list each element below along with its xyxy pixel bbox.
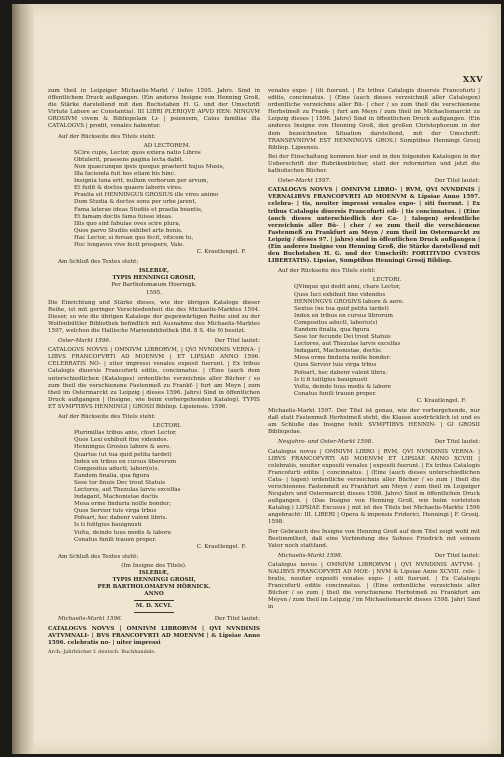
poem-line: Indagant, Machonistae, doctis: (294, 348, 382, 355)
poem-line: LECTORI. (152, 423, 182, 430)
poem-ad-lectorem (74, 143, 260, 257)
poem-line: Lectores, aut Thezulas larvis excelfas (74, 486, 181, 493)
poem-line: SCire cupis, Lector, quos extera natio Libros (74, 149, 201, 156)
left-heading-verso-2: Auf der Rückseite des Titels steht: (58, 414, 156, 421)
poem-line: Non quaecunque ipsis quoque praeterit hujus Musis, (74, 163, 225, 170)
heading-michaelis-markt-1596: Michaelis-Markt 1596. Der Titel lautet: (58, 616, 260, 623)
poem-line: QVinque qui dedit anni, chare Lector, (294, 284, 401, 291)
poem-line: Compositus aductl, labori(o)s. (74, 465, 160, 472)
catalog-title-1598-spring: Catalogus novus | OMNIVM LIBRO | RVM, QVI NVNDINIS VERNA- | LIBVS FRANCOFVRTI AD MOENVM ET LIPSIAE ANNO XCVIII | celebratis, nouiter expositi venales | expositi fuerunt. | Ex tribus Catalogis Francofurti editis | concinnatus. | (Eine (auch dieses unterschiedlichen Cata- | logen) ordentliche verzeichnis aller Bücher / so zum | theil die verschienene Fastenmeß zu Frankfurt am Meyn / zum theil im Leipziger Neujahrs und Ostermarckt dieses 1598. Jahrs) Sind in öffentlichen Druck außgangen. | (Das Insigne von Henning Groß, wie beim vorletzten Katalog.) LIPSIAE Excusus | mit ist des Titels bei Michaelis-Markte 1596 angebracht: III. LIBERI | Opera & impensis Friderici, Henningi | F. Grosij. 1598. (268, 448, 480, 526)
left-paragraph-2: Die Einrichtung und Stärke dieses, wie der übrigen Kataloge dieser Reihe, ist mit geringer Verschiedenheit die des Michaelis-Marktes 1594. Dieser, so wie die übrigen Kataloge der gegenwärtigen Reihe sind zu der Wolfenbüttler Bibliothek befindlich mit Ausnahme des Michaelis-Marktes 1597, welchen die Hallische Marienbibliothek (Bd. 8 S. 4te 9) besitzt. (48, 299, 260, 334)
poem-line: Is ti fi tolitgius bauignusti (294, 376, 368, 383)
imprint-note: (Im Insigne des Titels). (121, 562, 187, 569)
poem-line: Quos Servior tuis virga trbus (294, 362, 377, 369)
imprint-line: M. D. XCVI. (135, 603, 173, 610)
poem-line: Et famam doctis fama fuisse ideas. (74, 213, 173, 220)
poem-line: HENNINGVS GROSIVS labore & aere. (294, 298, 404, 305)
page-footer: Arch.-Jahrbücher f. deutsch. Buchhandels. (48, 648, 156, 655)
poem-line: Fama laterae ideas Studiis et praelia beantis, (74, 206, 203, 213)
right-column (268, 88, 480, 614)
right-heading-verso: Auf der Rückseite des Titels steht: (278, 268, 376, 275)
poem-line: Compositus aductl, laborio(s) (294, 319, 378, 326)
catalog-title-1596-spring: CATALOGVS NOVVS | OMNIVM LIBRORVM, | QVI NVNDINIS VERNA- | LIBVS FRANCOFVRTI AD MOENVM | ET LIPSIAE ANNO 1596. CELEBRATIS NO- | uiter impressi venales exposit fuerunt. | Ex tribus Catalogis diuersis Francofurti editis, concinnatus. | (Eine (auch dem unterschiedlichen (Kataloges) ordentliche verzeichnis aller Bücher / so zum theil die verschienene Fastenmeß zu Frankf- | furt am Meyn | zum theil im Ostermarckt zu Leipzig | dieses 1596. Jahrs) Sind in öffentlichen Druck außgangen | (Insigne, wie beim vorhergehenden Katalog). TYPIS ET SVMPTIBVS HENNINGI | GROSII Bibliop. Lipsiensis. 1596. (48, 347, 260, 410)
poem-line: Henningus Grosius labore & aere. (74, 444, 172, 451)
divider (134, 600, 174, 601)
imprint-line: TYPIS HENNINGI GROSII, (112, 275, 196, 282)
heading-oster-markt-1597: Oster-Markt 1597. Der Titel lautet: (278, 178, 480, 185)
poem-line: Hac Lector, si forsan quo fecit, viticem tu, (74, 234, 194, 241)
poem-line: Quos Servior tuis virga trbus (74, 508, 157, 515)
divider (134, 612, 174, 613)
imprint-line: 1595. (145, 289, 162, 296)
right-paragraph-1: venales expo- | (iti fuerunt. | Ex tribus Catalogis diuersis Francofurti | editis, concinnatus. | (Eine (auch dieses verzeichniß aller Catalogen) ordentliche verzeichnis aller Bü- | cher / so zum theil die verschienene Herbstmeß zu Frank- | furt am Meyn / zum theil im Michaelismarckt zu Leipzig dieses | 1596. Jahrs) Sind in öffentlichen Druck außgangen. (Ein anderes Insigne von Henning Groß, den großen Christophorum in der dem bezeichneten Situation darstellend, mit der Umschrift: TRANSEVNDVM EST HENNINGVS GROS.) Sumptibus Henningi Grosij Bibliop. Lipsensis. (268, 88, 480, 151)
poem-line: Pofeart, hec dabenr valent libris. (74, 515, 168, 522)
poem-line: Sextus (ne tua quid petita tardet) (294, 305, 389, 312)
poem-line: Illis quo sint fabulae oves scire plura, (74, 220, 181, 227)
poem-line: Vultu, deindo tuus modis & labore (74, 529, 172, 536)
poem-line: Eandem finalia, qua figura (74, 472, 150, 479)
imprint-line: ANNO (144, 591, 164, 598)
left-heading-colophon-2: Am Schluß des Textes steht: (58, 553, 139, 560)
poem-signature: C. Krautlengel. F. (196, 249, 246, 256)
poem-line: Quos Iuci exhibuit fine videndos (294, 291, 386, 298)
poem-line: Conatus funili trauen proper. (74, 536, 157, 543)
poem-line: Pofeart, hec dabenr valent libris. (294, 369, 388, 376)
left-column (48, 88, 260, 658)
poem-line: Et fudit & doctos quaere laboris vires. (74, 185, 183, 192)
book-page (12, 4, 501, 754)
heading-neujahrs-oster-1598: Neujahrs- und Oster-Markt 1598. Der Titel lautet: (278, 439, 480, 446)
poem-line: Vultu, deindo tuus modis & labore (294, 383, 392, 390)
michaelis-1597-note: Michaelis-Markt 1597. Der Titel ist genau, wie der vorhergehende, nur daß statt Fastenmeß Herbstmeß steht, die Klause ausdrücklich ist und es am Schluße das Insigne fehlt: SVMPTIBVS HENNIN- | GI GROSII Bibliopolae. (268, 408, 480, 436)
poem-line: Illa facienda fuit hos etiam bis hinc. (74, 171, 176, 178)
poem-line: Index en tribus en cursus libererum (74, 458, 177, 465)
left-heading-verso-1: Auf der Rückseite des Titels steht: (58, 133, 156, 140)
poem-signature: C. Krautlengel. F. (416, 397, 466, 404)
left-heading-colophon-1: Am Schluß des Textes steht: (58, 259, 139, 266)
poem-line: Lectores, aut Thezulas larvis excelfas (294, 341, 401, 348)
left-intro-paragraph: zum theil in Leipziger Michaelis-Markt / liefes 1595. Jahrs. Sind in öffentlichem Druck außgangen. (Ein anderes Insigne von Henning Groß, die Stärke darstellend mit den Buchstaben H. G. und der Umschrift Virtute Labore ac Constantia). III LIBRI PLERIQVE APVD HEN: NINGVM GROSIVM civem & Bibliopolam Li- | psiensem, Caius familias illa CATALOGVS | prodit, venales habentur. (48, 88, 260, 130)
poem-line: Hoc longavos vive fecit prospere, Vale. (74, 241, 185, 248)
catalog-title-1598-autumn: Catalogus novus | OMNIVM LIBRORVM | QVI NVNDINIS AVTVM- | NALIBVS FRANCOFVRTI AD MOE- | NVM & Lipsiae Anno XCVIII. cele- | bratis, nouiter expositi venales expo- | siti fuerunt. | Ex Catalogis Francofurti editis concinnatus. | (Eine ordentliche verzeichnis aller Bücher / so zum | theil die verschienene Herbstmeß zu Frankfurt am Meyen / zum theil im Leipzig / im Michaelismarckt dieses 1598. Jahr) Sind in (268, 561, 480, 611)
poem-lectori-1597 (294, 277, 480, 405)
poem-line: Index en tribus en cursus librorum (294, 312, 393, 319)
poem-line: AD LECTOREM. (143, 142, 191, 149)
poem-signature: C. Krautlengel. F. (196, 543, 246, 550)
heading-michaelis-markt-1598: Michaelis-Markt 1598. Der Titel lautet: (278, 552, 480, 559)
poem-line: Plurimillas tribus ante, chori Lector, (74, 430, 177, 437)
catalog-title-1597-spring: CATALOGVS NOVVS | OMNIVM LIBRO- | RVM, QVI NVNDINIS | VERNALIBVS FRANCOFVRTI AD MOENVM & Lipsiae Anno 1597. celebra- | tis, nouiter impressi venales expo- | siti fuerunt. | Ex tribus Catalogis diuersis Francofurti edi- | tis concinnatus. | (Eine (auch dieses unterschiedlich der Ca- | talogen) ordentliche verzeichnis aller Bü- | cher / so zum theil die verschienene Fastenmeß zu Frankfurt am Meyn / zum theil im Ostermarckt zu Leipzig / dieses 97. | jahrs) sind in öffentlichen Druck außgangen | (Ein anderes Insigne von Henning Groß, die Stärke darstellend mit den Buchstaben H. G. und der Umschrift: FORTITVDO CVSTOS LIBERTATIS). Lipsiae, Sumptibus Henningi Grosij Bibliop. (268, 187, 480, 265)
catalog-title-1596-autumn: CATALOGVS NOVVS | OMNIVM LIBRORVM | QVI NVNDINIS AVTVMNALI- | BVS FRANCOFVRTI AD MOENVM | & Lipsiae Anno 1596. celebratis no- | uiter impressi (48, 625, 260, 646)
imprint-line: PER BARTHOLOMAEVM HÖRNICK. (97, 584, 211, 591)
imprint-line: ISLEBIÆ, (139, 268, 169, 275)
poem-line: Quartus (ut tua quid petita tardet) (74, 451, 172, 458)
poem-lectori-1596 (74, 423, 260, 551)
heading-oster-markt-1596: Oster-Markt 1596. Der Titel lautet: (58, 338, 260, 345)
poem-line: Praelia sit HENNINGUS GROSIUS ille vires animo (74, 192, 219, 199)
imprint-line: TYPIS HENNINGI GROSII, (112, 577, 196, 584)
poem-line: Eandem finalia, qua figura (294, 327, 370, 333)
poem-line: Conatus funili trauen proper. (294, 390, 377, 397)
poem-line: Quos Lexi exhibuit fine videndos. (74, 437, 169, 444)
poem-line: Dum Studia & doctos sonu per orbe jarent, (74, 199, 197, 206)
right-paragraph-insigne: Der Gebrauch des Insigne von Henning Groß auf dem Titel zeigt wohl mit Bestimmtheit, daß eine Verbindung des Sohnes Friedrich mit seinem Vater noch stattfand. (268, 528, 480, 549)
poem-line: Quos parvo Studiis exhibet arte bonis. (74, 227, 183, 234)
poem-line: Sese tor fecunde Dei trout Statuis (294, 334, 391, 341)
poem-line: Insignia luna erit, nullum verborum per arvum, (74, 178, 209, 185)
poem-line: Mesa orme finduria noille bonder: (294, 355, 391, 362)
binding-gutter (12, 4, 34, 754)
imprint-line: ISLEBIÆ, (139, 570, 169, 576)
poem-line: Indagant, Machonistae doctis (74, 494, 159, 501)
poem-line: Sese tor finuis Dec trout Statuis (74, 479, 166, 486)
page-number: XXV (462, 74, 483, 84)
poem-line: Is ti folitgius bauignusti (74, 522, 142, 529)
right-paragraph-2: Bei der Einschaltung kommen hier und in den folgenden Katalogen in der Ueberschrift der Rubrikenbücher, statt der reformirten und jetzt die katholischen Bücher. (268, 153, 480, 175)
imprint-line: Per Bartholomæum Hoernigk. (111, 282, 197, 289)
poem-line: LECTORI. (372, 277, 402, 284)
poem-line: Obtulerit, praesens pagina lecta dabit. (74, 156, 184, 163)
poem-line: Mesa orme finduria noille bonder; (74, 501, 171, 508)
